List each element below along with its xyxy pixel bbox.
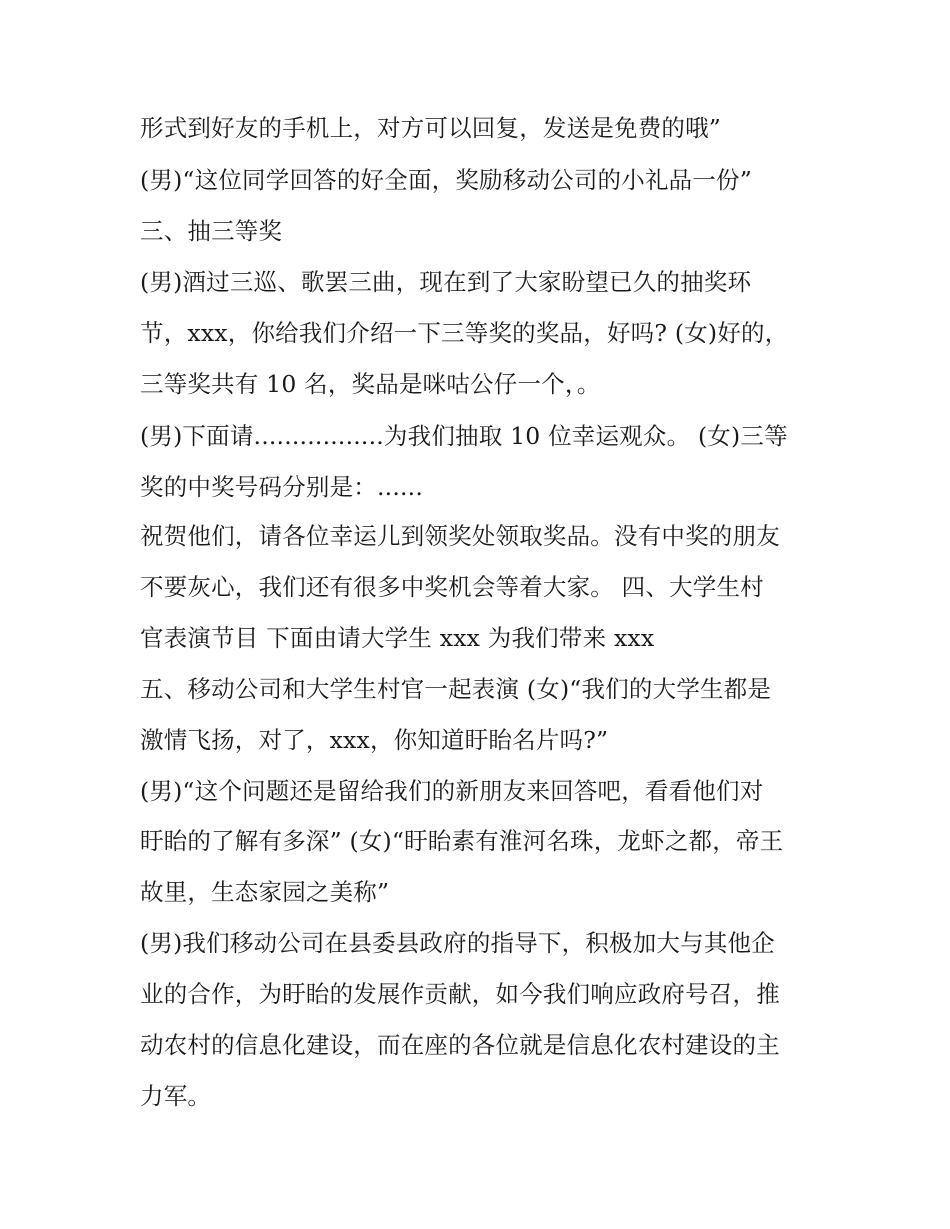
text-line: 动农村的信息化建设，而在座的各位就是信息化农村建设的主: [140, 1031, 780, 1059]
text-line: (男)酒过三巡、歌罢三曲，现在到了大家盼望已久的抽奖环: [140, 268, 752, 296]
text-line: (男)“这位同学回答的好全面，奖励移动公司的小礼品一份”: [140, 166, 752, 194]
text-line: 业的合作，为盱眙的发展作贡献，如今我们响应政府号召，推: [140, 980, 780, 1008]
text-line: 三等奖共有 10 名，奖品是咪咕公仔一个，。: [140, 370, 601, 398]
text-line: (男)我们移动公司在县委县政府的指导下，积极加大与其他企: [140, 929, 775, 957]
text-line: (男)下面请.................为我们抽取 10 位幸运观众。 (女)三等: [140, 422, 788, 450]
text-line: 祝贺他们，请各位幸运儿到领奖处领取奖品。没有中奖的朋友: [140, 522, 780, 550]
text-line: 官表演节目 下面由请大学生 xxx 为我们带来 xxx: [140, 624, 655, 652]
text-line: 三、抽三等奖: [140, 217, 283, 245]
text-line: 形式到好友的手机上，对方可以回复，发送是免费的哦”: [140, 114, 722, 142]
text-line: 故里，生态家园之美称”: [140, 878, 390, 906]
text-line: (男)“这个问题还是留给我们的新朋友来回答吧，看看他们对: [140, 777, 764, 805]
text-line: 盱眙的了解有多深” (女)“盱眙素有淮河名珠，龙虾之都，帝王: [140, 827, 784, 855]
text-line: 奖的中奖号码分别是：......: [140, 473, 424, 501]
text-line: 五、移动公司和大学生村官一起表演 (女)“我们的大学生都是: [140, 675, 772, 703]
text-line: 不要灰心，我们还有很多中奖机会等着大家。 四、大学生村: [140, 573, 764, 601]
text-line: 节，xxx，你给我们介绍一下三等奖的奖品，好吗? (女)好的，: [140, 319, 789, 347]
text-line: 激情飞扬，对了，xxx，你知道盱眙名片吗?”: [140, 726, 609, 754]
text-line: 力军。: [140, 1082, 212, 1110]
